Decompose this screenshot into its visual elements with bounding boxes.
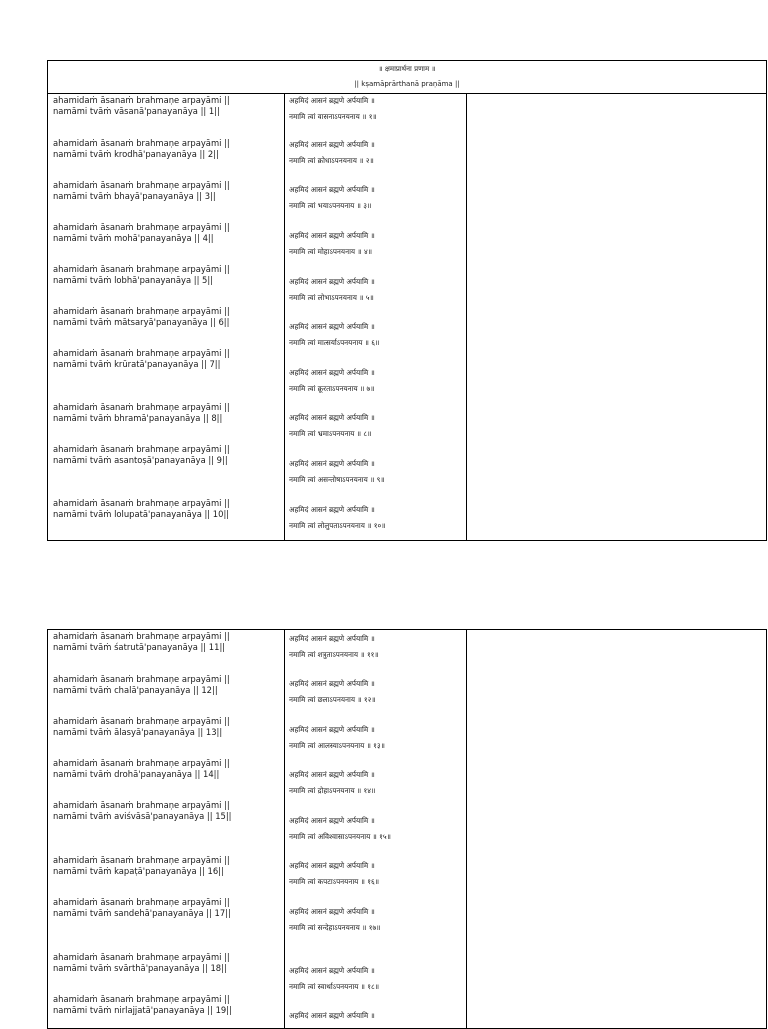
verse-16-dev-line-2: नमामि त्वां कपटाऽपनयनाय ॥ १६॥ (289, 877, 379, 886)
verse-10-line-1: ahamidaṁ āsanaṁ brahmaṇe arpayāmi || (53, 498, 230, 508)
empty-column (467, 93, 766, 540)
verse-12-line-1: ahamidaṁ āsanaṁ brahmaṇe arpayāmi || (53, 674, 230, 684)
verse-19-line-1: ahamidaṁ āsanaṁ brahmaṇe arpayāmi || (53, 994, 230, 1004)
verse-2-line-1: ahamidaṁ āsanaṁ brahmaṇe arpayāmi || (53, 138, 230, 148)
verse-11-line-2: namāmi tvāṁ śatrutā'panayanāya || 11|| (53, 642, 226, 652)
verse-17-dev-line-1: अहमिदं आसनं ब्रह्मणे अर्पयामि ॥ (289, 907, 375, 916)
table-header (48, 61, 766, 94)
verse-6-line-1: ahamidaṁ āsanaṁ brahmaṇe arpayāmi || (53, 306, 230, 316)
verse-14-line-1: ahamidaṁ āsanaṁ brahmaṇe arpayāmi || (53, 758, 230, 768)
verse-13-dev-line-2: नमामि त्वां आलस्याऽपनयनाय ॥ १३॥ (289, 741, 385, 750)
verse-10-dev-line-1: अहमिदं आसनं ब्रह्मणे अर्पयामि ॥ (289, 505, 375, 514)
verse-3-dev-line-2: नमामि त्वां भयाऽपनयनाय ॥ ३॥ (289, 201, 372, 210)
verse-5-line-1: ahamidaṁ āsanaṁ brahmaṇe arpayāmi || (53, 264, 230, 274)
verse-4-line-2: namāmi tvāṁ mohā'panayanāya || 4|| (53, 233, 214, 243)
verse-15-dev-line-2: नमामि त्वां अविश्वासाऽपनयनाय ॥ १५॥ (289, 832, 391, 841)
verse-8-dev-line-1: अहमिदं आसनं ब्रह्मणे अर्पयामि ॥ (289, 413, 375, 422)
verse-3-line-2: namāmi tvāṁ bhayā'panayanāya || 3|| (53, 191, 216, 201)
verse-5-dev-line-1: अहमिदं आसनं ब्रह्मणे अर्पयामि ॥ (289, 277, 375, 286)
verse-12-dev-line-1: अहमिदं आसनं ब्रह्मणे अर्पयामि ॥ (289, 679, 375, 688)
verse-18-line-1: ahamidaṁ āsanaṁ brahmaṇe arpayāmi || (53, 952, 230, 962)
verse-2-line-2: namāmi tvāṁ krodhā'panayanāya || 2|| (53, 149, 219, 159)
verse-13-line-1: ahamidaṁ āsanaṁ brahmaṇe arpayāmi || (53, 716, 230, 726)
verse-7-dev-line-2: नमामि त्वां क्रूरताऽपनयनाय ॥ ७॥ (289, 384, 375, 393)
verse-14-line-2: namāmi tvāṁ drohā'panayanāya || 14|| (53, 769, 220, 779)
verse-19-dev-line-1: अहमिदं आसनं ब्रह्मणे अर्पयामि ॥ (289, 1011, 375, 1020)
verse-17-line-2: namāmi tvāṁ sandehā'panayanāya || 17|| (53, 908, 231, 918)
verse-18-line-2: namāmi tvāṁ svārthā'panayanāya || 18|| (53, 963, 227, 973)
header-roman: || kṣamāprārthanā praṇāma || (354, 80, 460, 88)
header-devanagari: ॥ क्षमाप्रार्थना प्रणाम ॥ (378, 65, 436, 73)
verse-1-dev-line-2: नमामि त्वां वासनाऽपनयनाय ॥ १॥ (289, 112, 377, 121)
devanagari-column (284, 93, 467, 540)
verse-1-line-2: namāmi tvāṁ vāsanā'panayanāya || 1|| (53, 106, 220, 116)
verse-9-line-1: ahamidaṁ āsanaṁ brahmaṇe arpayāmi || (53, 444, 230, 454)
verse-7-line-2: namāmi tvāṁ krūratā'panayanāya || 7|| (53, 359, 221, 369)
verse-16-line-1: ahamidaṁ āsanaṁ brahmaṇe arpayāmi || (53, 855, 230, 865)
verse-3-dev-line-1: अहमिदं आसनं ब्रह्मणे अर्पयामि ॥ (289, 185, 375, 194)
verse-11-dev-line-2: नमामि त्वां शत्रुताऽपनयनाय ॥ ११॥ (289, 650, 379, 659)
table-1 (47, 60, 767, 541)
verse-1-dev-line-1: अहमिदं आसनं ब्रह्मणे अर्पयामि ॥ (289, 96, 375, 105)
verse-6-dev-line-1: अहमिदं आसनं ब्रह्मणे अर्पयामि ॥ (289, 322, 375, 331)
verse-16-dev-line-1: अहमिदं आसनं ब्रह्मणे अर्पयामि ॥ (289, 861, 375, 870)
verse-6-dev-line-2: नमामि त्वां मात्सर्याऽपनयनाय ॥ ६॥ (289, 338, 380, 347)
verse-18-dev-line-2: नमामि त्वां स्वार्थाऽपनयनाय ॥ १८॥ (289, 982, 380, 991)
verse-19-line-2: namāmi tvāṁ nirlajjatā'panayanāya || 19|| (53, 1005, 232, 1015)
verse-9-line-2: namāmi tvāṁ asantoṣā'panayanāya || 9|| (53, 455, 228, 465)
verse-17-dev-line-2: नमामि त्वां सन्देहाऽपनयनाय ॥ १७॥ (289, 923, 381, 932)
verse-10-line-2: namāmi tvāṁ lolupatā'panayanāya || 10|| (53, 509, 230, 519)
verse-12-dev-line-2: नमामि त्वां छलाऽपनयनाय ॥ १२॥ (289, 695, 376, 704)
verse-13-line-2: namāmi tvāṁ ālasyā'panayanāya || 13|| (53, 727, 223, 737)
roman-column (48, 630, 284, 1028)
verse-4-line-1: ahamidaṁ āsanaṁ brahmaṇe arpayāmi || (53, 222, 230, 232)
verse-8-line-1: ahamidaṁ āsanaṁ brahmaṇe arpayāmi || (53, 402, 230, 412)
verse-9-dev-line-2: नमामि त्वां असन्तोषाऽपनयनाय ॥ ९॥ (289, 475, 385, 484)
empty-column (467, 630, 766, 1028)
verse-17-line-1: ahamidaṁ āsanaṁ brahmaṇe arpayāmi || (53, 897, 230, 907)
verse-1-line-1: ahamidaṁ āsanaṁ brahmaṇe arpayāmi || (53, 95, 230, 105)
verse-9-dev-line-1: अहमिदं आसनं ब्रह्मणे अर्पयामि ॥ (289, 459, 375, 468)
verse-12-line-2: namāmi tvāṁ chalā'panayanāya || 12|| (53, 685, 218, 695)
verse-13-dev-line-1: अहमिदं आसनं ब्रह्मणे अर्पयामि ॥ (289, 725, 375, 734)
devanagari-column (284, 630, 467, 1028)
verse-2-dev-line-2: नमामि त्वां क्रोधाऽपनयनाय ॥ २॥ (289, 156, 374, 165)
verse-7-line-1: ahamidaṁ āsanaṁ brahmaṇe arpayāmi || (53, 348, 230, 358)
verse-8-line-2: namāmi tvāṁ bhramā'panayanāya || 8|| (53, 413, 223, 423)
verse-11-dev-line-1: अहमिदं आसनं ब्रह्मणे अर्पयामि ॥ (289, 634, 375, 643)
verse-15-line-2: namāmi tvāṁ aviśvāsā'panayanāya || 15|| (53, 811, 232, 821)
verse-14-dev-line-2: नमामि त्वां द्रोहाऽपनयनाय ॥ १४॥ (289, 786, 376, 795)
table-2 (47, 629, 767, 1029)
verse-15-line-1: ahamidaṁ āsanaṁ brahmaṇe arpayāmi || (53, 800, 230, 810)
verse-2-dev-line-1: अहमिदं आसनं ब्रह्मणे अर्पयामि ॥ (289, 140, 375, 149)
verse-11-line-1: ahamidaṁ āsanaṁ brahmaṇe arpayāmi || (53, 631, 230, 641)
verse-5-line-2: namāmi tvāṁ lobhā'panayanāya || 5|| (53, 275, 214, 285)
verse-8-dev-line-2: नमामि त्वां भ्रमाऽपनयनाय ॥ ८॥ (289, 429, 372, 438)
verse-6-line-2: namāmi tvāṁ mātsaryā'panayanāya || 6|| (53, 317, 230, 327)
roman-column (48, 93, 284, 540)
verse-18-dev-line-1: अहमिदं आसनं ब्रह्मणे अर्पयामि ॥ (289, 966, 375, 975)
verse-4-dev-line-1: अहमिदं आसनं ब्रह्मणे अर्पयामि ॥ (289, 231, 375, 240)
verse-5-dev-line-2: नमामि त्वां लोभाऽपनयनाय ॥ ५॥ (289, 293, 374, 302)
verse-10-dev-line-2: नमामि त्वां लोलुपताऽपनयनाय ॥ १०॥ (289, 521, 386, 530)
verse-3-line-1: ahamidaṁ āsanaṁ brahmaṇe arpayāmi || (53, 180, 230, 190)
verse-7-dev-line-1: अहमिदं आसनं ब्रह्मणे अर्पयामि ॥ (289, 368, 375, 377)
verse-14-dev-line-1: अहमिदं आसनं ब्रह्मणे अर्पयामि ॥ (289, 770, 375, 779)
verse-4-dev-line-2: नमामि त्वां मोहाऽपनयनाय ॥ ४॥ (289, 247, 373, 256)
verse-15-dev-line-1: अहमिदं आसनं ब्रह्मणे अर्पयामि ॥ (289, 816, 375, 825)
verse-16-line-2: namāmi tvāṁ kapaṭā'panayanāya || 16|| (53, 866, 224, 876)
